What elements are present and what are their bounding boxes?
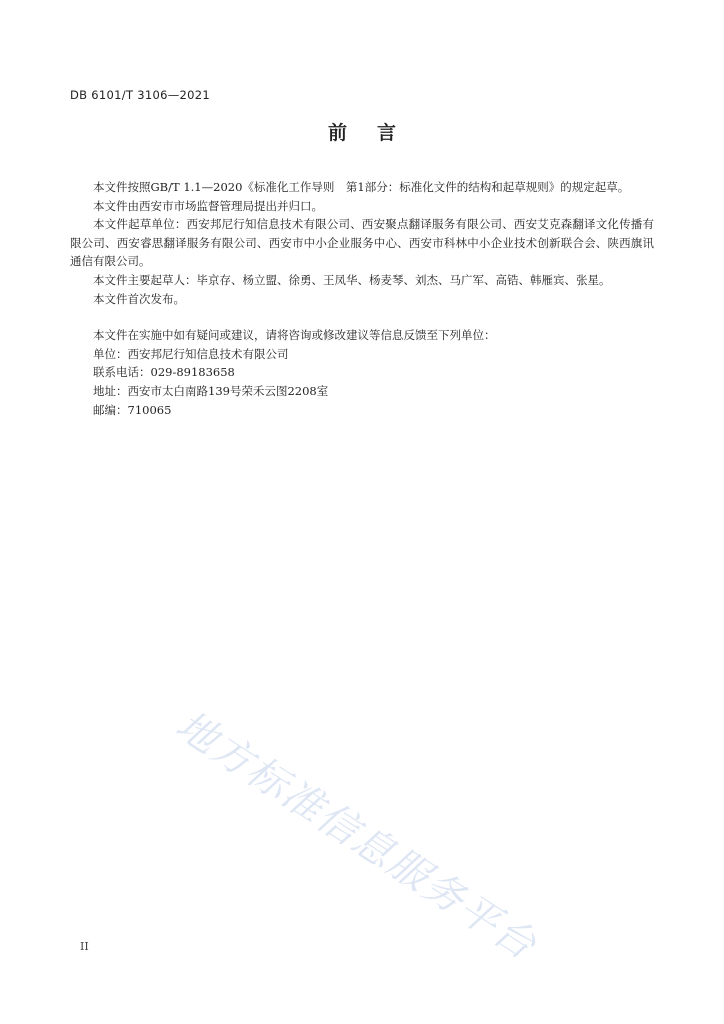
watermark: 地方标准信息服务平台: [167, 702, 545, 970]
paragraph-drafting-basis: 本文件按照GB/T 1.1—2020《标准化工作导则 第1部分：标准化文件的结构和起草规则》的规定起草。: [93, 180, 630, 194]
section-spacer: [70, 308, 654, 326]
paragraph-first-release: 本文件首次发布。: [93, 291, 185, 306]
contact-address: 地址：西安市太白南路139号荣禾云图2208室: [93, 383, 329, 398]
page-title: 前言: [327, 122, 426, 144]
document-body: [70, 178, 654, 419]
contact-postcode: 邮编：710065: [93, 402, 172, 417]
paragraph-drafting-units: 本文件起草单位：西安邦尼行知信息技术有限公司、西安聚点翻译服务有限公司、西安艾克森翻译文化传播有限公司、西安睿思翻译服务有限公司、西安市中小企业服务中心、西安市科林中小企业技术创新联合会、陕西旗讯通信有限公司。: [70, 217, 654, 269]
paragraph-proposer: 本文件由西安市市场监督管理局提出并归口。: [93, 198, 323, 213]
paragraph-drafters: 本文件主要起草人：毕京存、杨立盟、徐勇、王凤华、杨麦琴、刘杰、马广军、高锆、韩雁宾、张星。: [93, 272, 611, 287]
contact-intro: 本文件在实施中如有疑问或建议，请将咨询或修改建议等信息反馈至下列单位：: [93, 328, 496, 343]
document-code: DB 6101/T 3106—2021: [70, 88, 210, 102]
contact-unit: 单位：西安邦尼行知信息技术有限公司: [93, 346, 289, 361]
contact-phone: 联系电话：029-89183658: [93, 365, 235, 380]
page-number: II: [80, 940, 89, 953]
